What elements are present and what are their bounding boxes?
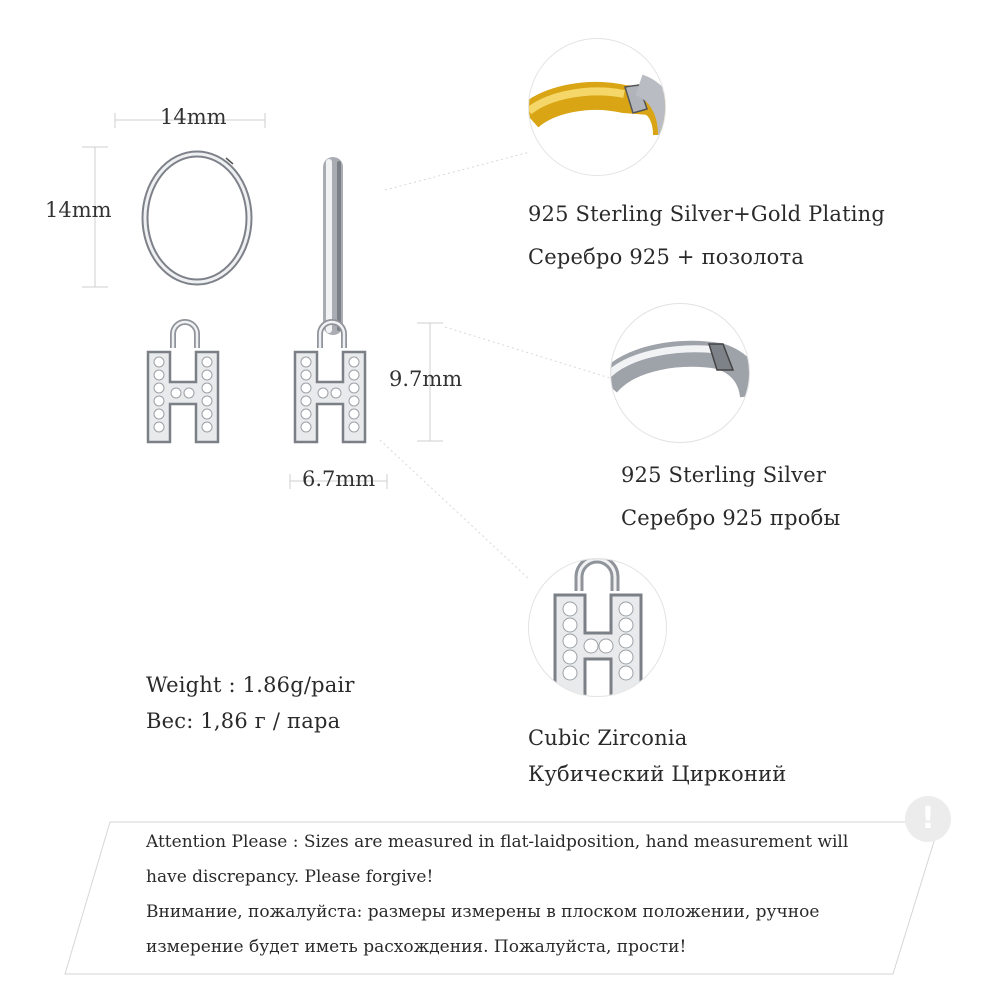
zirconia-label-en: Cubic Zirconia [528,726,688,750]
hoop-height-label: 14mm [45,198,112,222]
notice-ru-line2: измерение будет иметь расхождения. Пожалуйста, прости! [146,937,687,957]
hoop-width-label: 14mm [160,105,227,129]
silver-label-ru: Серебро 925 пробы [621,506,841,530]
gold-plating-label-ru: Серебро 925 + позолота [528,245,805,269]
gold-plating-label-en: 925 Sterling Silver+Gold Plating [528,202,886,226]
notice-en-line2: have discrepancy. Please forgive! [146,867,434,887]
pendant-height-label: 9.7mm [389,367,463,391]
pendant-width-label: 6.7mm [302,467,376,491]
zirconia-label-ru: Кубический Цирконий [528,762,787,786]
notice-en-line1: Attention Please : Sizes are measured in flat-laidposition, hand measurement will [146,832,849,852]
exclamation-icon: ! [905,796,951,842]
weight-label-en: Weight : 1.86g/pair [146,673,355,697]
silver-label-en: 925 Sterling Silver [621,463,827,487]
weight-label-ru: Вес: 1,86 г / пара [146,709,341,733]
notice-ru-line1: Внимание, пожалуйста: размеры измерены в плоском положении, ручное [146,902,820,922]
